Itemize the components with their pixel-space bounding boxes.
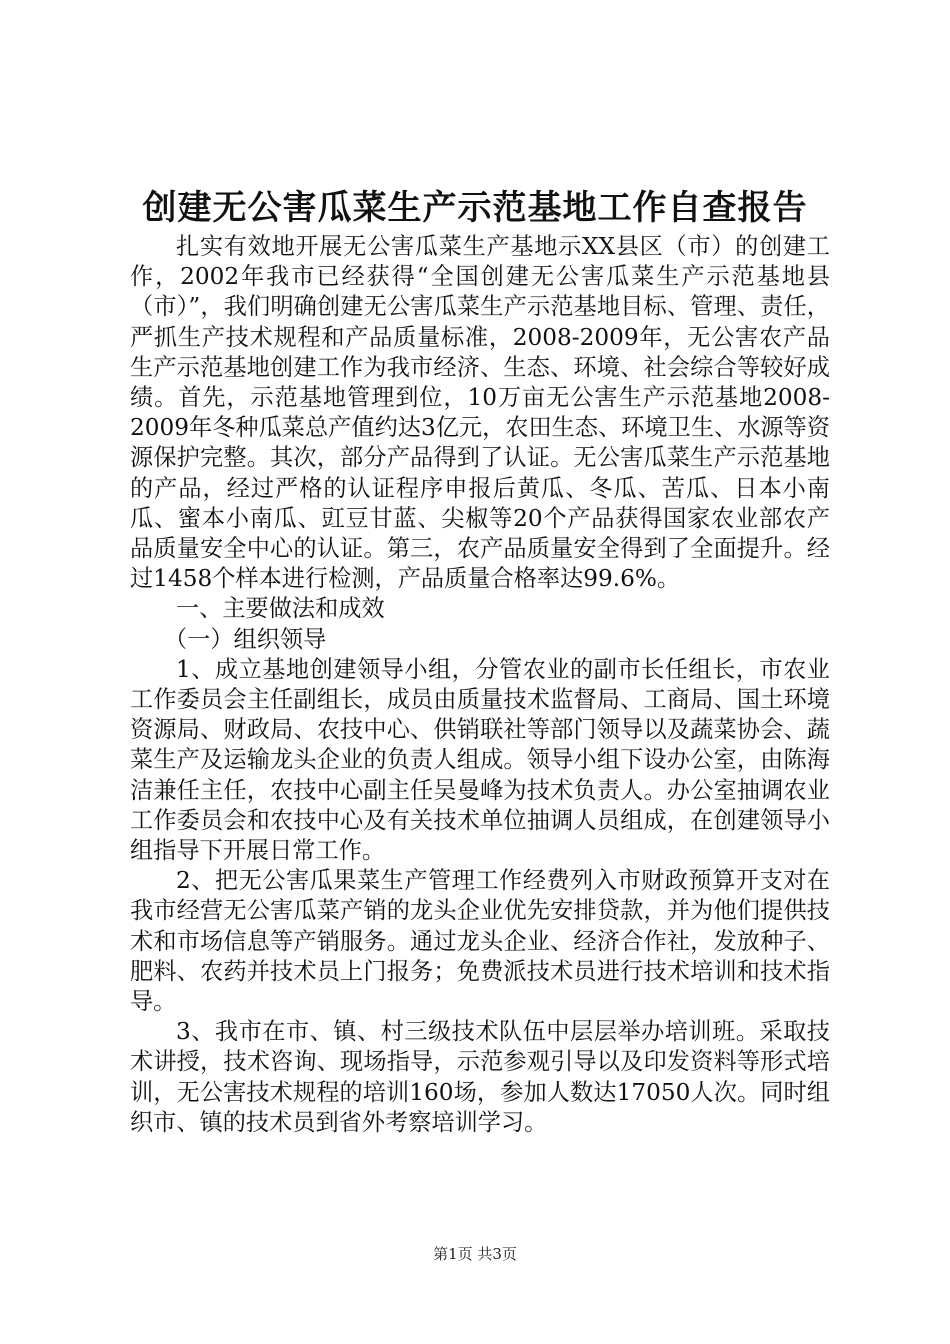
intro-paragraph: 扎实有效地开展无公害瓜菜生产基地示XX县区（市）的创建工作，2002年我市已经获得“全国创建无公害瓜菜生产示范基地县（市）”，我们明确创建无公害瓜菜生产示范基地目标、管理、责任，严抓生产技术规程和产品质量标准，2008-2009年，无公害农产品生产示范基地创建工作为我市经济、生态、环境、社会综合等较好成绩。首先，示范基地管理到位，10万亩无公害生产示范基地2008-2009年冬种瓜菜总产值约达3亿元，农田生态、环境卫生、水源等资源保护完整。其次，部分产品得到了认证。无公害瓜菜生产示范基地的产品，经过严格的认证程序申报后黄瓜、冬瓜、苦瓜、日本小南瓜、蜜本小南瓜、豇豆甘蓝、尖椒等20个产品获得国家农业部农产品质量安全中心的认证。第三，农产品质量安全得到了全面提升。经过1458个样本进行检测，产品质量合格率达99.6%。	[130, 233, 830, 593]
subsection-heading: （一）组织领导	[164, 625, 327, 653]
document-title: 创建无公害瓜菜生产示范基地工作自查报告	[142, 188, 808, 228]
section-heading: 一、主要做法和成效	[176, 595, 385, 623]
body-paragraph: 3、我市在市、镇、村三级技术队伍中层层举办培训班。采取技术讲授，技术咨询、现场指导，示范参观引导以及印发资料等形式培训，无公害技术规程的培训160场，参加人数达17050人次。同时组织市、镇的技术员到省外考察培训学习。	[130, 1018, 830, 1136]
body-paragraph: 2、把无公害瓜果菜生产管理工作经费列入市财政预算开支对在我市经营无公害瓜菜产销的龙头企业优先安排贷款，并为他们提供技术和市场信息等产销服务。通过龙头企业、经济合作社，发放种子、肥料、农药并技术员上门报务；免费派技术员进行技术培训和技术指导。	[130, 867, 830, 1016]
page-number-footer: 第1页 共3页	[433, 1245, 517, 1263]
body-paragraph: 1、成立基地创建领导小组，分管农业的副市长任组长，市农业工作委员会主任副组长，成员由质量技术监督局、工商局、国土环境资源局、财政局、农技中心、供销联社等部门领导以及蔬菜协会、蔬菜生产及运输龙头企业的负责人组成。领导小组下设办公室，由陈海洁兼任主任，农技中心副主任吴曼峰为技术负责人。办公室抽调农业工作委员会和农技中心及有关技术单位抽调人员组成，在创建领导小组指导下开展日常工作。	[130, 655, 830, 865]
document-body	[130, 232, 830, 1138]
